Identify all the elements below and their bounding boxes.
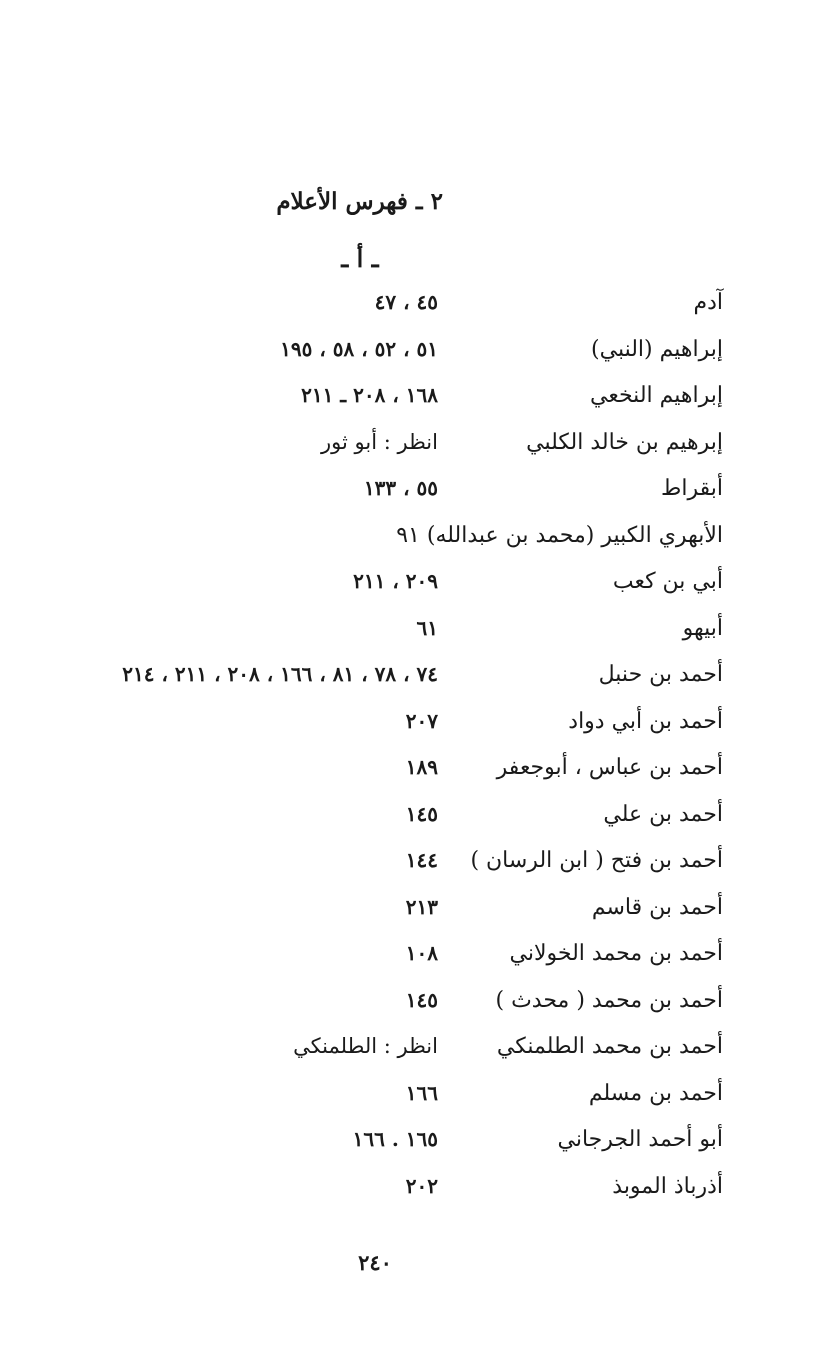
entry-pages: ٤٥ ، ٤٧: [374, 290, 438, 314]
entry-name: الأبهري الكبير (محمد بن عبدالله) ٩١: [396, 522, 723, 548]
entry-pages: ٥١ ، ٥٢ ، ٥٨ ، ١٩٥: [280, 336, 438, 361]
index-entries: [0, 282, 838, 1212]
index-entry: [0, 561, 838, 608]
entry-pages: ١٤٤: [405, 848, 438, 872]
entry-name: أبيهو: [682, 615, 723, 641]
index-entry: [0, 933, 838, 980]
index-entry: [0, 1119, 838, 1166]
index-entry: [0, 980, 838, 1027]
index-entry: [0, 840, 838, 887]
index-entry: [0, 1166, 838, 1213]
entry-name: أحمد بن محمد ( محدث ): [495, 987, 723, 1013]
entry-pages: ٥٥ ، ١٣٣: [363, 476, 438, 500]
entry-name: أحمد بن علي: [603, 801, 723, 827]
entry-pages: ١٠٨: [405, 941, 438, 965]
entry-name: أحمد بن حنبل: [598, 662, 723, 687]
entry-name: أبو أحمد الجرجاني: [557, 1127, 723, 1152]
index-entry: [0, 887, 838, 934]
index-entry: [0, 468, 838, 515]
entry-pages: ٦١: [416, 615, 438, 640]
entry-name: أحمد بن فتح ( ابن الرسان ): [470, 848, 723, 873]
index-entry: [0, 794, 838, 841]
entry-name: أحمد بن محمد الخولاني: [509, 941, 723, 966]
index-entry: [0, 1026, 838, 1073]
entry-pages: ١٤٥: [405, 801, 438, 826]
index-entry: [0, 515, 838, 562]
entry-pages: ١٤٥: [405, 987, 438, 1012]
entry-pages: ٢٠٢: [405, 1173, 438, 1198]
entry-pages: ١٦٥ . ١٦٦: [352, 1127, 438, 1151]
entry-name: أحمد بن قاسم: [591, 894, 723, 920]
index-entry: [0, 701, 838, 748]
index-entry: [0, 1073, 838, 1120]
index-entry: [0, 329, 838, 376]
index-title: ٢ ـ فهرس الأعلام: [276, 188, 443, 215]
entry-pages: ١٦٨ ، ٢٠٨ ـ ٢١١: [301, 383, 438, 407]
entry-cross-reference: انظر : أبو ثور: [321, 429, 438, 454]
entry-pages: ٢٠٧: [405, 708, 438, 733]
entry-name: إبراهيم (النبي): [591, 336, 723, 362]
entry-name: أحمد بن عباس ، أبوجعفر: [496, 755, 723, 780]
entry-name: آدم: [693, 290, 723, 315]
entry-pages: ١٦٦: [405, 1080, 438, 1105]
entry-name: إبراهيم النخعي: [590, 383, 723, 408]
page-number: ٢٤٠: [358, 1250, 392, 1275]
index-entry: [0, 654, 838, 701]
entry-name: أحمد بن محمد الطلمنكي: [496, 1034, 723, 1059]
entry-cross-reference: انظر : الطلمنكي: [293, 1034, 438, 1058]
entry-name: أحمد بن مسلم: [588, 1080, 723, 1106]
entry-name: إبرهيم بن خالد الكلبي: [526, 429, 723, 455]
entry-name: أبي بن كعب: [612, 569, 723, 594]
section-letter: ـ أ ـ: [341, 244, 379, 273]
entry-pages: ٢١٣: [405, 894, 438, 919]
index-entry: [0, 422, 838, 469]
index-entry: [0, 282, 838, 329]
entry-name: أبقراط: [661, 476, 723, 501]
entry-pages: ١٨٩: [405, 755, 438, 779]
entry-name: أذرباذ الموبذ: [612, 1173, 723, 1199]
index-entry: [0, 375, 838, 422]
entry-name: أحمد بن أبي دواد: [568, 708, 723, 734]
entry-pages: ٢٠٩ ، ٢١١: [353, 569, 438, 593]
index-entry: [0, 608, 838, 655]
entry-pages: ٧٤ ، ٧٨ ، ٨١ ، ١٦٦ ، ٢٠٨ ، ٢١١ ، ٢١٤: [122, 662, 438, 686]
index-entry: [0, 747, 838, 794]
